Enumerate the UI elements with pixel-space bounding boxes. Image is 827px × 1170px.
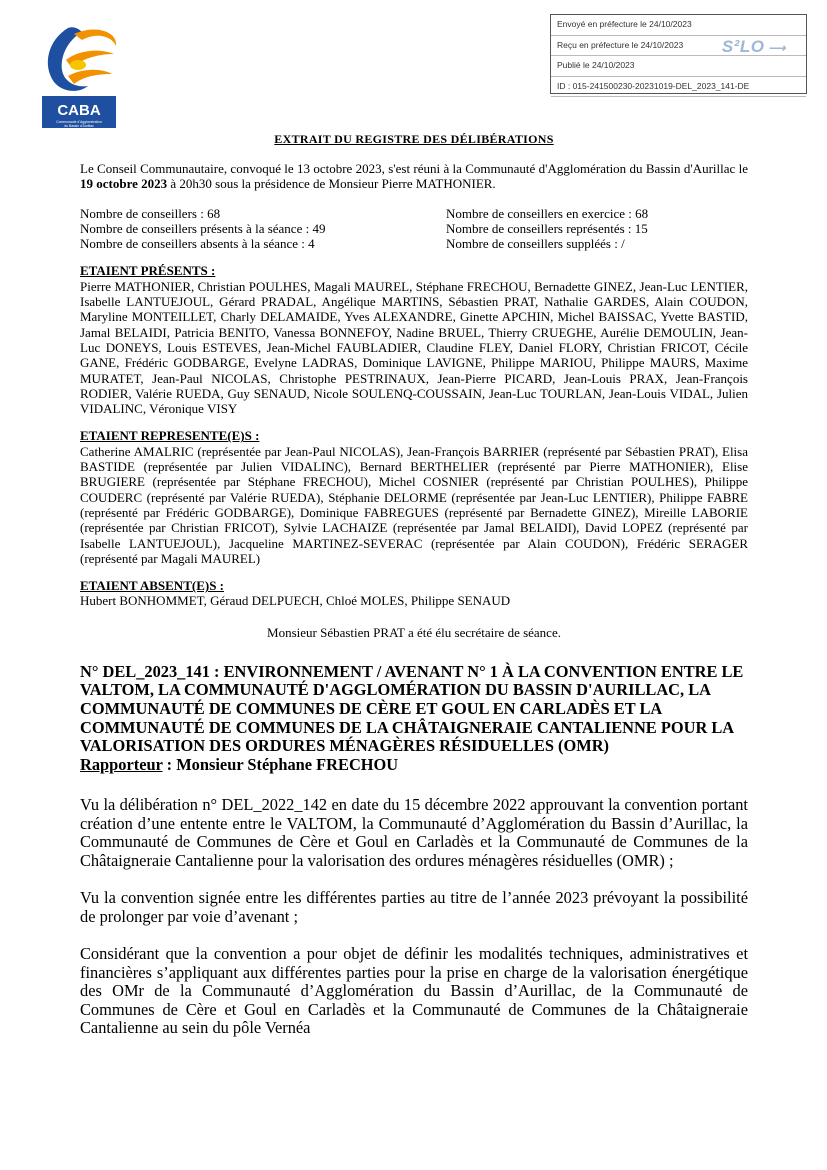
count-total: Nombre de conseillers : 68: [80, 205, 221, 221]
deliberation-title: N° DEL_2023_141 : ENVIRONNEMENT / AVENANT N° 1 À LA CONVENTION ENTRE LE VALTOM, LA COMMUNAUTÉ D'AGGLOMÉRATION DU BASSIN D'AURILLAC, LA COMMUNAUTÉ DE COMMUNES DE CÈRE ET GOUL EN CARLADÈS ET LA COMMUNAUTÉ DE COMMUNES DE LA CHÂTAIGNERAIE CANTALIENNE POUR LA VALORISATION DES ORDURES MÉNAGÈRES RÉSIDUELLES (OMR): [80, 661, 744, 756]
svg-text:CABA: CABA: [57, 102, 101, 119]
s2lo-mark: S²LO ⟶: [721, 37, 786, 56]
extract-title: EXTRAIT DU REGISTRE DES DÉLIBÉRATIONS: [274, 132, 554, 146]
document-body: [80, 132, 748, 1038]
stamp-published: Publié le 24/10/2023: [551, 56, 806, 77]
paragraph-vu-deliberation: Vu la délibération n° DEL_2022_142 en date du 15 décembre 2022 approuvant la convention portant création d’une entente entre le VALTOM, la Communauté d’Agglomération du Bassin d’Aurillac, la Communauté de Communes de Cère et Goul en Carladès et la Communauté de Communes de la Châtaigneraie Cantalienne pour la valorisation des ordures ménagères résiduelles (OMR) ;: [80, 795, 748, 871]
paragraph-considerant: Considérant que la convention a pour objet de définir les modalités techniques, administratives et financières s’appliquant aux différentes parties pour la prise en charge de la valorisation énergétique des OMr de la Communauté d’Agglomération du Bassin d’Aurillac, de la Communauté de Communes de Cère et Goul en Carladès et la Communauté de Communes de la Châtaigneraie Cantalienne au sein du pôle Vernéa: [80, 944, 748, 1038]
represented-title: ETAIENT REPRESENTE(E)S :: [80, 428, 260, 444]
svg-text:Communauté d'Agglomération: Communauté d'Agglomération: [56, 120, 102, 124]
count-present: Nombre de conseillers présents à la séance : 49: [80, 220, 326, 236]
count-represented: Nombre de conseillers représentés : 15: [446, 220, 648, 236]
prefecture-stamp: [550, 14, 807, 94]
rapporteur-line: Rapporteur : Monsieur Stéphane FRECHOU: [80, 754, 399, 774]
represented-list: Catherine AMALRIC (représentée par Jean-Paul NICOLAS), Jean-François BARRIER (représenté par Sébastien PRAT), Elisa BASTIDE (représentée par Julien VIDALINC), Bernard BERTHELIER (représenté par Pierre MATHONIER), Elise BRUGIERE (représentée par Stéphane FRECHOU), Michel COSNIER (représenté par Christian POULHES), Philippe COUDERC (représenté par Valérie RUEDA), Stéphanie DELORME (représentée par Jean-Luc LENTIER), Philippe FABRE (représenté par Frédéric GODBARGE), Dominique FABREGUES (représenté par Bernadette GINEZ), Mireille LABORIE (représentée par Christian FRICOT), Sylvie LACHAIZE (représentée par Jamal BELAIDI), David LOPEZ (représenté par Isabelle LANTUEJOUL), Jacqueline MARTINEZ-SEVERAC (représentée par Alain COUDON), Frédéric SERAGER (représenté par Magali MAUREL): [80, 443, 748, 566]
secretary-line: Monsieur Sébastien PRAT a été élu secrétaire de séance.: [267, 624, 561, 640]
present-title: ETAIENT PRÉSENTS :: [80, 263, 216, 279]
count-substituted: Nombre de conseillers suppléés : /: [446, 236, 625, 252]
caba-logo: [38, 20, 120, 130]
counts-left: [80, 206, 446, 252]
intro-paragraph: Le Conseil Communautaire, convoqué le 13 octobre 2023, s'est réuni à la Communauté d'Agglomération du Bassin d'Aurillac le 19 octobre 2023 à 20h30 sous la présidence de Monsieur Pierre MATHONIER.: [80, 161, 748, 192]
counts-block: [80, 206, 748, 252]
absent-list: Hubert BONHOMMET, Géraud DELPUECH, Chloé MOLES, Philippe SENAUD: [80, 593, 511, 609]
counts-right: [446, 206, 748, 252]
count-exercice: Nombre de conseillers en exercice : 68: [446, 205, 649, 221]
stamp-sent: Envoyé en préfecture le 24/10/2023: [551, 15, 806, 36]
svg-text:du Bassin d'Aurillac: du Bassin d'Aurillac: [64, 124, 94, 128]
absent-title: ETAIENT ABSENT(E)S :: [80, 578, 225, 594]
paragraph-vu-convention: Vu la convention signée entre les différentes parties au titre de l’année 2023 prévoyant la possibilité de prolonger par voie d’avenant ;: [80, 888, 748, 926]
stamp-received: Reçu en préfecture le 24/10/2023: [551, 36, 806, 57]
present-list: Pierre MATHONIER, Christian POULHES, Magali MAUREL, Stéphane FRECHOU, Bernadette GINEZ, Jean-Luc LENTIER, Isabelle LANTUEJOUL, Gérard PRADAL, Angélique MARTINS, Sébastien PRAT, Nathalie GARDES, Alain COUDON, Maryline MONTEILLET, Charly DELAMAIDE, Yves ALEXANDRE, Ginette APCHIN, Michel BAISSAC, Yvette BASTID, Jamal BELAIDI, Patricia BENITO, Vanessa BONNEFOY, Nadine BRUEL, Thierry CRUEGHE, Aurélie DEMOULIN, Jean-Luc DONEYS, Louis ESTEVES, Jean-Michel FAUBLADIER, Claudine FLEY, Daniel FLORY, Christian FRICOT, Cécile GANE, Frédéric GODBARGE, Evelyne LADRAS, Dominique LAVIGNE, Philippe MARIOU, Philippe MAURS, Maxime MURATET, Jean-Paul NICOLAS, Christophe PESTRINAUX, Jean-Pierre PICARD, Jean-Louis PRAX, Jean-François RODIER, Valérie RUEDA, Guy SENAUD, Nicole SOULENQ-COUSSAIN, Jean-Luc TOURLAN, Jean-Louis VIDAL, Julien VIDALINC, Véronique VISY: [80, 278, 748, 417]
stamp-id: ID : 015-241500230-20231019-DEL_2023_141-DE: [551, 77, 806, 98]
count-absent: Nombre de conseillers absents à la séance : 4: [80, 236, 315, 252]
